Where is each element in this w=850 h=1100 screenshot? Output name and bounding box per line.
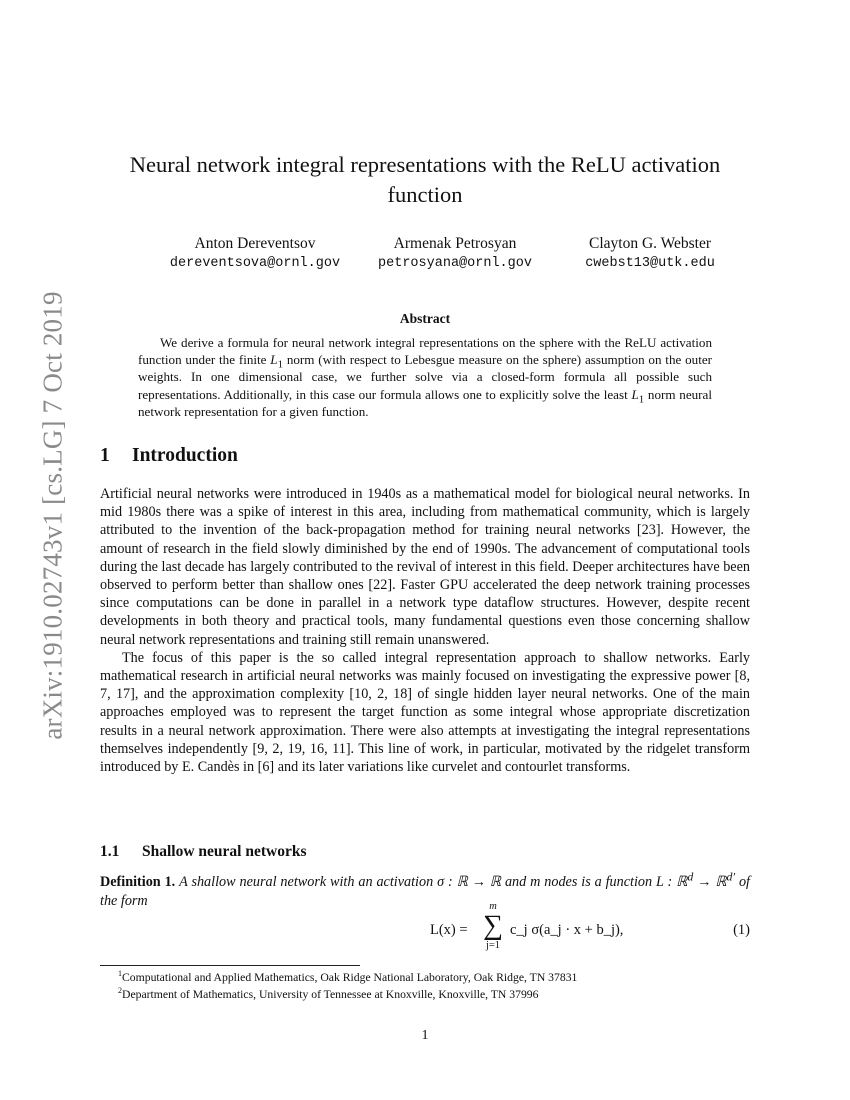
paragraph: Artificial neural networks were introduced in 1940s as a mathematical model for biological neural networks. In mid 1980s there was a spike of interest in this area, including from mathematical community, which is largely attributed to the invention of the back-propagation method for training neural networks [23]. However, the amount of research in the field slowly diminished by the end of 1990s. The advancement of computational tools during the last decade has largely contributed to the revival of interest in this field. Deeper architectures have been observed to perform better than shallow ones [22]. Faster GPU accelerated the deep network training processes since computations can be done in parallel in a network type dataflow structures. However, despite recent developments in both theory and practical tools, many fundamental questions even those concerning shallow neural network representations and training still remain unanswered. — [100, 486, 750, 648]
section-number: 1 — [100, 445, 110, 466]
author-1 — [160, 234, 350, 274]
def-math: L : ℝ — [656, 874, 688, 890]
author-name: Anton Dereventsov — [194, 235, 316, 252]
abstract-part-1: We derive a formula for neural network integral representations on the sphere with the ReLU activation function under the finite — [138, 335, 712, 368]
arxiv-stamp — [38, 280, 68, 750]
footnote-divider — [100, 965, 360, 966]
author-2 — [355, 234, 555, 274]
author-name: Clayton G. Webster — [588, 235, 712, 252]
def-math: → ℝ — [693, 874, 727, 890]
def-sup: d — [687, 869, 694, 884]
equation-1 — [100, 902, 750, 962]
author-email: cwebst13@utk.edu — [585, 256, 715, 271]
subsection-heading — [100, 843, 307, 861]
sum-symbol: ∑ — [483, 910, 503, 941]
footnote-1 — [118, 969, 758, 986]
subsection-number: 1.1 — [100, 843, 120, 860]
sum-lower-limit: j=1 — [485, 940, 501, 951]
section-heading-introduction — [100, 445, 238, 467]
author-name: Armenak Petrosyan — [393, 235, 517, 252]
page-number: 1 — [421, 1028, 429, 1043]
equation-lhs: L(x) = — [430, 922, 468, 938]
introduction-body — [100, 485, 750, 776]
section-title: Introduction — [132, 445, 238, 466]
equation-rhs: c_j σ(a_j · x + b_j), — [510, 922, 624, 938]
abstract-part-2: norm (with respect to Lebesgue measure on the sphere) assumption on the outer weights. In one dimensional case, we further solve via a closed-form formula all possible such representations. Additionally, in this case our formula allows one to explicitly solve the least — [138, 352, 713, 402]
author-3 — [555, 234, 745, 274]
math-sub: 1 — [277, 358, 284, 371]
footnote-text: Department of Mathematics, University of Tennessee at Knoxville, Knoxville, TN 37996 — [122, 988, 539, 1001]
footnote-2 — [118, 986, 758, 1003]
def-text: A shallow neural network with an activation — [179, 874, 438, 890]
math-l: L — [631, 386, 639, 402]
footnote-mark: 2 — [118, 986, 122, 996]
footnote-text: Computational and Applied Mathematics, Oak Ridge National Laboratory, Oak Ridge, TN 37831 — [122, 971, 578, 984]
math-l: L — [270, 352, 278, 368]
def-math: m — [530, 874, 541, 890]
paragraph: The focus of this paper is the so called integral representation approach to shallow networks. Early mathematical research in artificial neural networks was mainly focused on investigating the expressive power [8, 7, 17], and the approximation complexity [10, 2, 18] of single hidden layer neural networks. One of the main approaches employed was to represent the target function as some integral whose appropriate discretization results in a neural network approximation. There were also attempts at investigating the integral representations themselves independently [9, 2, 19, 16, 11]. This line of work, in particular, motivated by the ridgelet transform introduced by E. Candès in [6] and its later variations like curvelet and contourlet transforms. — [100, 649, 750, 776]
abstract-heading: Abstract — [399, 311, 451, 326]
author-email: petrosyana@ornl.gov — [378, 256, 532, 271]
summation — [480, 902, 506, 952]
definition-label: Definition 1. — [100, 874, 176, 890]
def-text: and — [501, 874, 531, 890]
paper-title: Neural network integral representations with the ReLU activation function — [129, 152, 721, 207]
math-sub: 1 — [638, 393, 645, 406]
author-email: dereventsova@ornl.gov — [169, 256, 341, 271]
abstract-text — [138, 334, 712, 420]
footnotes — [118, 969, 758, 1003]
def-math: σ : ℝ → ℝ — [437, 874, 502, 890]
subsection-title: Shallow neural networks — [142, 843, 307, 860]
footnote-mark: 1 — [118, 969, 122, 979]
equation-number: (1) — [733, 922, 750, 938]
arxiv-stamp-text: arXiv:1910.02743v1 [cs.LG] 7 Oct 2019 — [37, 290, 68, 740]
sum-upper-limit: m — [489, 901, 497, 912]
def-sup: d′ — [726, 869, 736, 884]
abstract-part-3: norm neural network representation for a given function. — [138, 386, 712, 419]
def-text: of the form — [100, 874, 750, 909]
def-text: nodes is a function — [540, 874, 657, 890]
author-block — [100, 234, 750, 274]
